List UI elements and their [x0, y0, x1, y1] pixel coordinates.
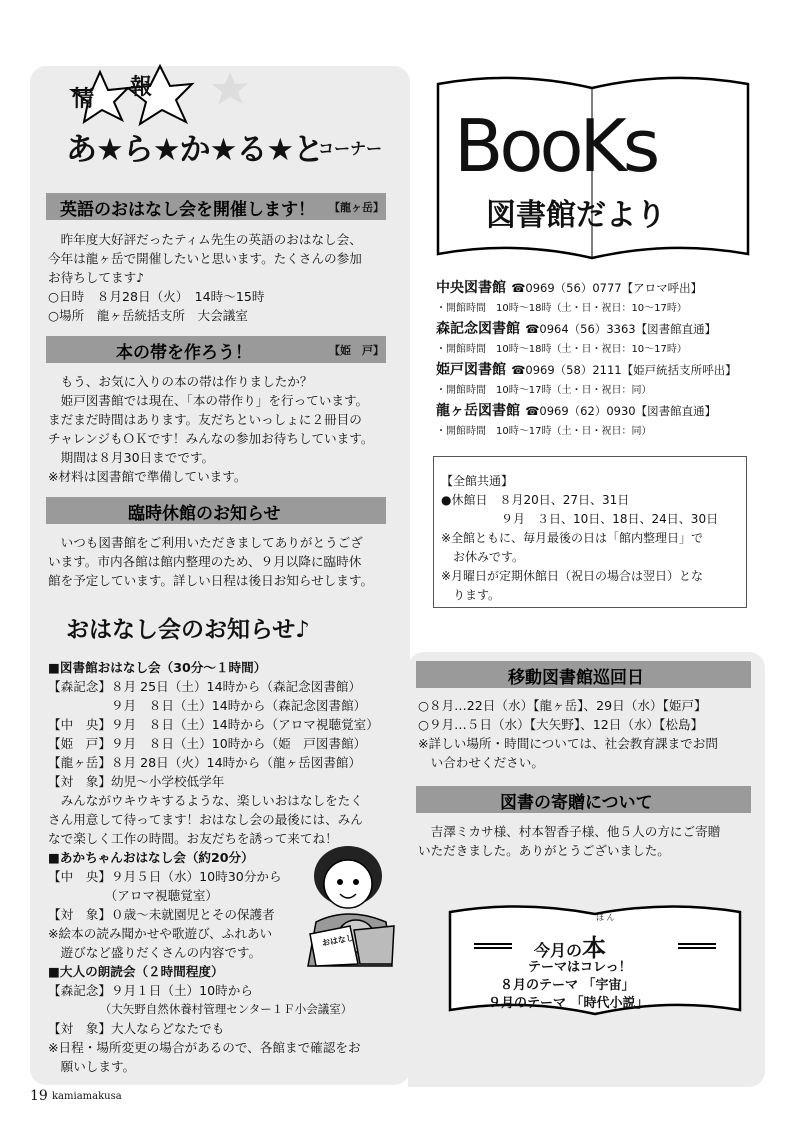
obi-line: 期間は８月30日までです。 [48, 450, 215, 465]
obi-line: ※材料は図書館で準備しています。 [48, 469, 247, 484]
mobile-line: ○９月…５日（水）【大矢野】、12日（水）【松島】 [418, 717, 704, 732]
library-phone: ☎0969（62）0930【図書館直通】 [525, 404, 717, 418]
closure-heading-bar [46, 497, 386, 524]
english-line: お待ちしてます♪ [48, 270, 145, 285]
closure-line: 館を予定しています。詳しい日程は後日お知らせします。 [48, 573, 374, 588]
story-line: 【森記念】８月 25日（土）14時から（森記念図書館） [48, 679, 362, 694]
common-line: ※全館ともに、毎月最後の日は「館内整理日」で [441, 531, 704, 545]
story-line: みんながウキウキするような、楽しいおはなしをたく [48, 793, 363, 808]
common-line: ●休館日 ８月20日、27日、31日 [441, 493, 630, 507]
donation-line: いただきました。ありがとうございました。 [418, 843, 670, 858]
corner-title: あ★ら★か★る★と [66, 132, 324, 168]
english-line: 今年は龍ヶ岳で開催したいと思います。たくさんの参加 [48, 251, 362, 266]
story-line: 遊びなど盛りだくさんの内容です。 [48, 945, 262, 960]
english-line: ○場所 龍ヶ岳統括支所 大会議室 [48, 308, 248, 323]
story-heading: おはなし会のお知らせ♪ [66, 617, 310, 643]
library-entry [436, 277, 702, 297]
story-line: 【中 央】９月 ８日（土）14時から（アロマ視聴覚室） [48, 717, 379, 732]
story-line: 【龍ヶ岳】８月 28日（火）14時から（龍ヶ岳図書館） [48, 755, 362, 770]
story-line: 願いします。 [48, 1059, 136, 1074]
common-line: 【全館共通】 [441, 474, 514, 488]
english-tag: 【龍ヶ岳】 [329, 201, 384, 214]
monthly-line1: テーマはコレっ！ [528, 960, 632, 975]
common-line: ※月曜日が定期休館日（祝日の場合は翌日）とな [441, 569, 704, 583]
library-hours: ・開館時間 10時～18時（土・日・祝日：10～17時） [436, 303, 687, 314]
english-heading-bar [46, 193, 386, 220]
story-line: ※絵本の読み聞かせや歌遊び、ふれあい [48, 926, 273, 941]
monthly-line3: ９月のテーマ 「時代小説」 [488, 996, 649, 1011]
page-number: 19 [30, 1088, 48, 1104]
story-line: ※日程・場所変更の場合があるので、各館まで確認をお [48, 1040, 361, 1055]
monthly-title-pre: 今月の [534, 941, 583, 960]
closure-line: います。市内各館は館内整理のため、９月以降に臨時休 [48, 554, 362, 569]
books-logo: BooKs [454, 104, 657, 188]
mobile-line: ○８月…22日（水）【龍ヶ岳】、29日（水）【姫戸】 [418, 698, 707, 713]
obi-heading: 本の帯を作ろう！ [116, 343, 252, 363]
common-line: ９月 ３日、10日、18日、24日、30日 [441, 512, 719, 526]
library-hours: ・開館時間 10時～17時（土・日・祝日：同） [436, 426, 652, 437]
obi-line: まだまだ時間はあります。友だちといっしょに２冊目の [48, 412, 362, 427]
library-name: 中央図書館 [436, 280, 506, 296]
obi-tag: 【姫 戸】 [329, 344, 384, 357]
library-phone: ☎0969（58）2111【姫戸統括支所呼出】 [511, 363, 737, 377]
story-line: 【対 象】大人ならどなたでも [48, 1021, 225, 1036]
illustration-book-label: おはなし [321, 933, 355, 948]
library-entry [436, 359, 737, 379]
story-line: なで楽しく工作の時間。お友だちを誘って来てね！ [48, 831, 338, 846]
monthly-line2: ８月のテーマ 「宇宙」 [500, 978, 635, 993]
story-line: 【対 象】０歳～未就園児とその保護者 [48, 907, 275, 922]
library-phone: ☎0969（56）0777【アロマ呼出】 [511, 281, 703, 295]
donation-heading: 図書の寄贈について [500, 793, 653, 813]
donation-heading-bar [416, 786, 751, 813]
story-line: 【森記念】９月１日（土）10時から [48, 983, 253, 998]
english-line: ○日時 ８月28日（火） 14時～15時 [48, 289, 265, 304]
library-name: 龍ヶ岳図書館 [436, 403, 520, 419]
closure-line: いつも図書館をご利用いただきましてありがとうござ [48, 535, 363, 550]
library-name: 姫戸図書館 [436, 362, 506, 378]
books-subtitle: 図書館だより [486, 198, 666, 233]
corner-title-suffix: コーナー [318, 139, 383, 158]
story-line: 【姫 戸】９月 ８日（土）10時から（姫 戸図書館） [48, 736, 367, 751]
mobile-line: い合わせください。 [418, 755, 544, 770]
obi-line: もう、お気に入りの本の帯は作りましたか？ [48, 374, 313, 389]
badge-jou: 情 [72, 87, 95, 112]
english-heading: 英語のおはなし会を開催します！ [60, 200, 315, 220]
library-entry [436, 318, 716, 338]
story-line: 【対 象】幼児～小学校低学年 [48, 774, 225, 789]
story-line: ■図書館おはなし会（30分～１時間） [48, 660, 267, 675]
badge-hou: 報 [130, 75, 153, 100]
donation-line: 吉澤ミカサ様、村本智香子様、他５人の方にご寄贈 [418, 824, 721, 839]
obi-line: チャレンジもＯＫです！みんなの参加お待ちしています。 [48, 431, 374, 446]
story-line: （大矢野自然休養村管理センター１Ｆ小会議室） [48, 1002, 353, 1016]
library-phone: ☎0964（56）3363【図書館直通】 [525, 322, 717, 336]
story-line: さん用意して待ってます！おはなし会の最後には、みん [48, 812, 363, 827]
monthly-ruby: ほ ん [596, 913, 615, 922]
closure-heading: 臨時休館のお知らせ [128, 504, 281, 524]
monthly-title-big: 本 [582, 934, 607, 962]
reading-illustration [296, 838, 400, 968]
common-line: ります。 [441, 588, 501, 602]
library-entry [436, 400, 716, 420]
story-line: ９月 ８日（土）14時から（森記念図書館） [48, 698, 367, 713]
story-line: ■大人の朗読会（２時間程度） [48, 964, 224, 979]
library-name: 森記念図書館 [436, 321, 520, 337]
common-line: お休みです。 [441, 550, 525, 564]
mobile-heading-bar [416, 661, 751, 688]
mobile-heading: 移動図書館巡回日 [508, 668, 644, 688]
story-line: 【中 央】９月５日（水）10時30分から [48, 869, 282, 884]
english-line: 昨年度大好評だったティム先生の英語のおはなし会、 [48, 232, 362, 247]
story-line: ■あかちゃんおはなし会（約20分） [48, 850, 254, 865]
obi-heading-bar [46, 336, 386, 363]
story-line: （アロマ視聴覚室） [48, 888, 219, 903]
publication-name: kamiamakusa [52, 1091, 122, 1102]
library-hours: ・開館時間 10時～18時（土・日・祝日：10～17時） [436, 344, 687, 355]
obi-line: 姫戸図書館では現在、「本の帯作り」を行っています。 [48, 393, 369, 408]
mobile-line: ※詳しい場所・時間については、社会教育課までお問 [418, 736, 718, 751]
library-hours: ・開館時間 10時～17時（土・日・祝日：同） [436, 385, 652, 396]
